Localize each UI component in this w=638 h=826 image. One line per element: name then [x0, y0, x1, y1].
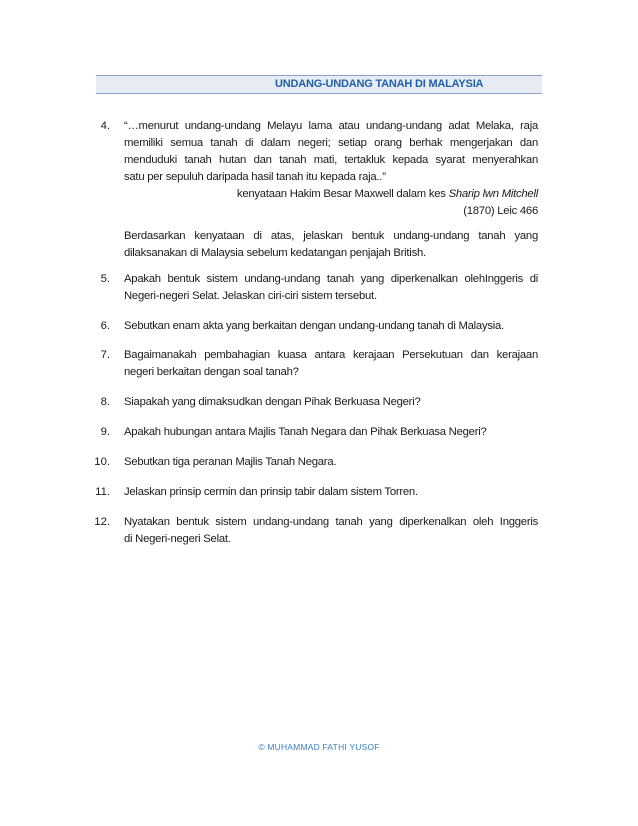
question-12-line: di Negeri-negeri Selat.: [124, 533, 231, 545]
question-12-line: Nyatakan bentuk sistem undang-undang tanah yang diperkenalkan oleh Inggeris: [124, 516, 538, 528]
question-9-line: Apakah hubungan antara Majlis Tanah Negara dan Pihak Berkuasa Negeri?: [124, 426, 487, 438]
question-4-text: [124, 118, 538, 220]
question-9-number: 9.: [100, 426, 110, 438]
question-8-text: [124, 394, 538, 411]
question-12-number: 12.: [94, 516, 110, 528]
question-8-line: Siapakah yang dimaksudkan dengan Pihak Berkuasa Negeri?: [124, 396, 421, 408]
question-10-line: Sebutkan tiga peranan Majlis Tanah Negara.: [124, 456, 337, 468]
question-8-number: 8.: [100, 396, 110, 408]
question-7-text: [124, 347, 538, 381]
question-11-line: Jelaskan prinsip cermin dan prinsip tabir dalam sistem Torren.: [124, 486, 418, 498]
question-9-text: [124, 424, 538, 441]
question-6-line: Sebutkan enam akta yang berkaitan dengan undang-undang tanah di Malaysia.: [124, 320, 504, 332]
question-4-attribution: [124, 186, 538, 203]
question-10-number: 10.: [94, 456, 110, 468]
case-name: Sharip lwn Mitchell: [448, 188, 538, 200]
footer-copyright: © MUHAMMAD FATHI YUSOF: [258, 742, 380, 752]
question-4-quote-line: satu per sepuluh daripada hasil tanah itu kepada raja..”: [124, 171, 386, 183]
question-4-citation: (1870) Leic 466: [463, 205, 538, 217]
attribution-prefix: kenyataan Hakim Besar Maxwell dalam kes: [236, 188, 449, 200]
question-6-number: 6.: [100, 320, 110, 332]
question-7-number: 7.: [100, 349, 110, 361]
page-title: UNDANG-UNDANG TANAH DI MALAYSIA: [275, 78, 484, 90]
question-7-line: Bagaimanakah pembahagian kuasa antara kerajaan Persekutuan dan kerajaan: [124, 349, 538, 361]
question-10-text: [124, 454, 538, 471]
question-5-line: Apakah bentuk sistem undang-undang tanah yang diperkenalkan olehInggeris di: [124, 273, 538, 285]
question-4-quote-line: menduduki tanah hutan dan tanah mati, tertakluk kepada syarat menyerahkan: [124, 154, 538, 166]
question-5-number: 5.: [100, 273, 110, 285]
question-6-text: [124, 318, 538, 335]
question-4-quote-line: “…menurut undang-undang Melayu lama atau undang-undang adat Melaka, raja: [124, 120, 538, 132]
question-4-number: 4.: [100, 120, 110, 132]
question-11-text: [124, 484, 538, 501]
question-11-number: 11.: [95, 486, 110, 498]
question-4-quote-line: memiliki semua tanah di dalam negeri; setiap orang berhak mengerjakan dan: [124, 137, 538, 149]
question-4-instruction-line: dilaksanakan di Malaysia sebelum kedatangan penjajah British.: [124, 247, 426, 259]
question-5-text: [124, 271, 538, 305]
question-12-text: [124, 514, 538, 548]
question-5-line: Negeri-negeri Selat. Jelaskan ciri-ciri sistem tersebut.: [124, 290, 377, 302]
question-4-instruction: [124, 228, 538, 262]
question-4-instruction-line: Berdasarkan kenyataan di atas, jelaskan bentuk undang-undang tanah yang: [124, 230, 538, 242]
question-7-line: negeri berkaitan dengan soal tanah?: [124, 366, 299, 378]
